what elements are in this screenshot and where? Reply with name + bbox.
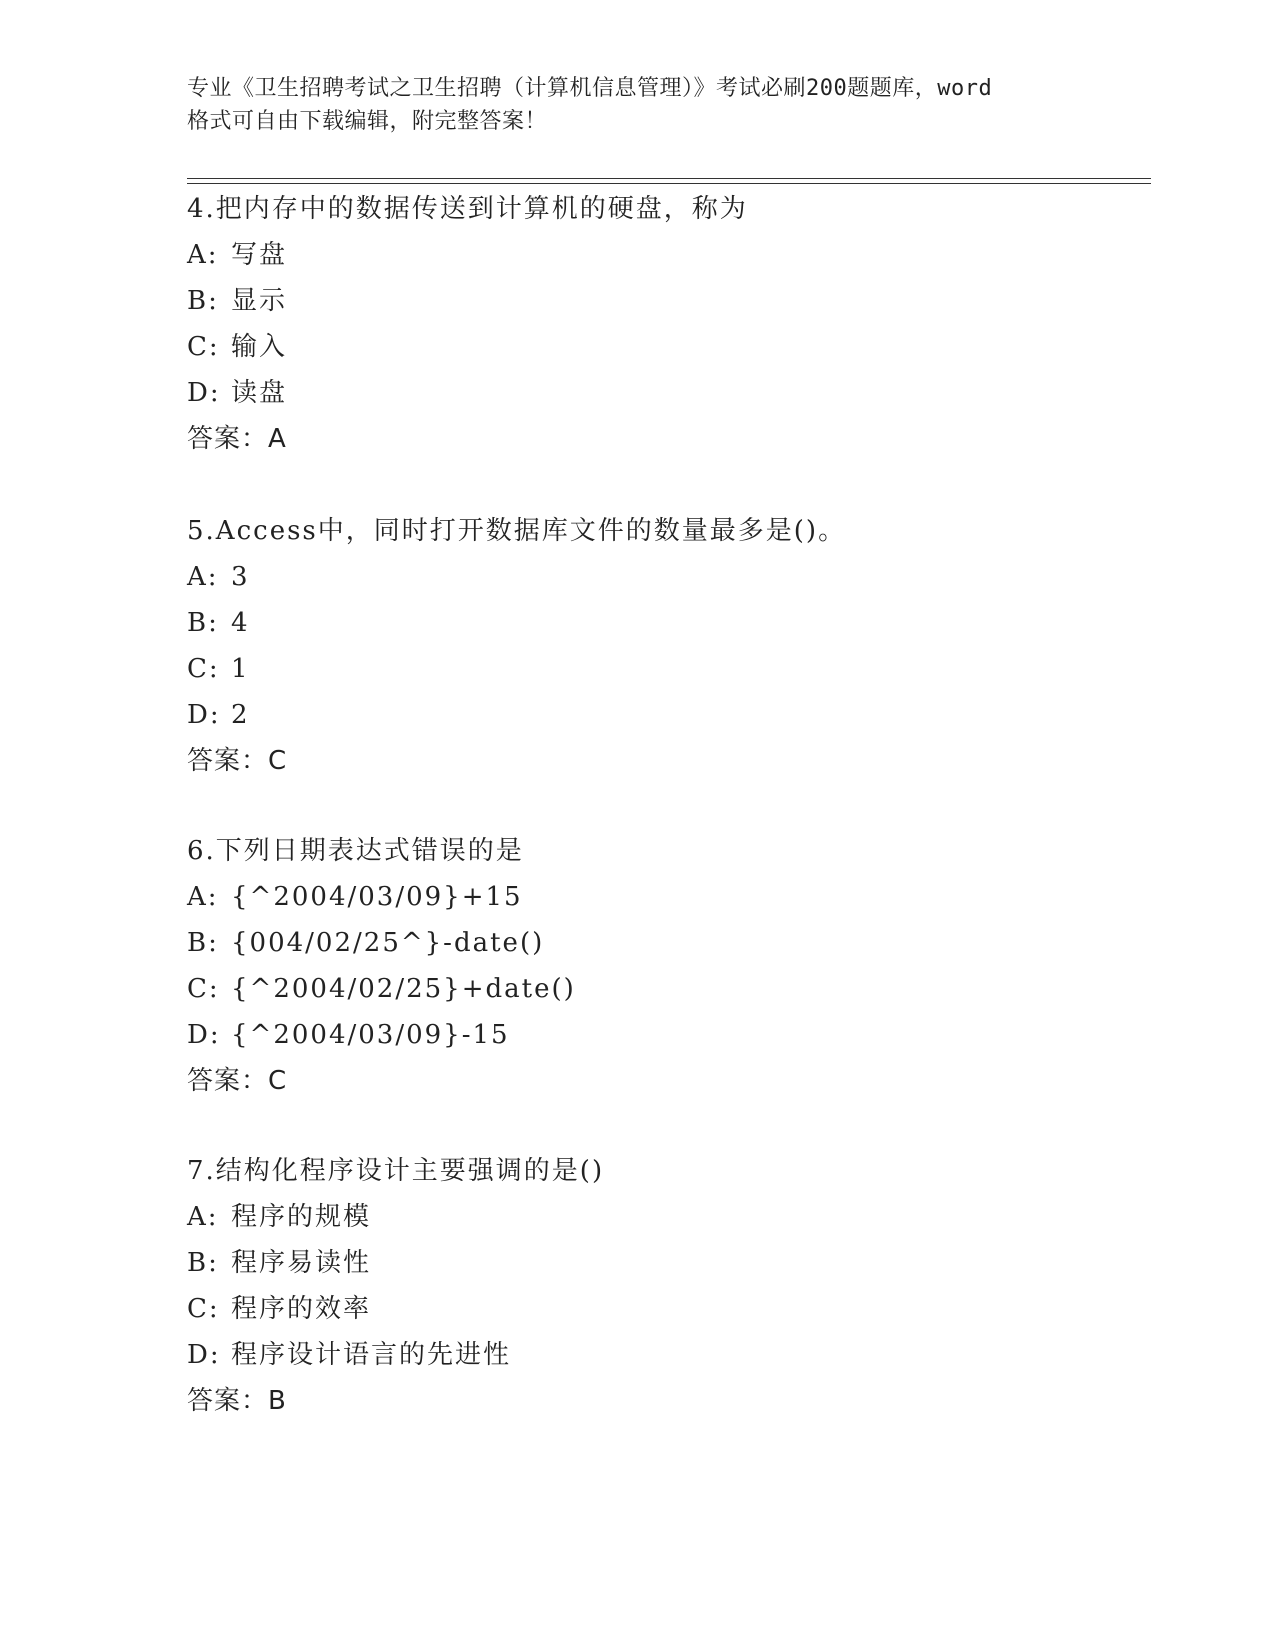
option-text: 程序设计语言的先进性 [231, 1340, 512, 1370]
question-answer: 答案：A [187, 424, 287, 454]
option-text: 写盘 [231, 240, 288, 270]
question-stem: 5.Access中，同时打开数据库文件的数量最多是()。 [187, 516, 847, 546]
question-option [187, 370, 1151, 416]
option-text: {^2004/03/09}+15 [231, 882, 523, 912]
option-key: B: [187, 928, 219, 958]
question-answer: 答案：B [187, 1386, 287, 1416]
question-option [187, 278, 1151, 324]
question-block [187, 508, 1151, 784]
question-option [187, 692, 1151, 738]
option-text: 3 [231, 562, 250, 592]
question-answer: 答案：C [187, 746, 288, 776]
option-key: A: [187, 562, 219, 592]
header-divider-top [187, 178, 1151, 179]
option-key: A: [187, 240, 219, 270]
question-option [187, 966, 1151, 1012]
option-text: 2 [231, 700, 250, 730]
option-text: {^2004/02/25}+date() [231, 974, 576, 1004]
option-text: 输入 [231, 332, 288, 362]
header-divider-bottom [187, 183, 1151, 184]
question-option [187, 1240, 1151, 1286]
question-option [187, 874, 1151, 920]
option-key: B: [187, 286, 219, 316]
question-block [187, 186, 1151, 462]
option-key: D: [187, 378, 221, 408]
question-option [187, 646, 1151, 692]
question-option [187, 1012, 1151, 1058]
option-key: C: [187, 974, 220, 1004]
option-text: 读盘 [231, 378, 288, 408]
option-key: C: [187, 1294, 220, 1324]
question-stem: 6.下列日期表达式错误的是 [187, 836, 524, 866]
option-text: {^2004/03/09}-15 [231, 1020, 510, 1050]
option-text: 1 [231, 654, 250, 684]
question-option [187, 232, 1151, 278]
question-option [187, 920, 1151, 966]
question-option [187, 600, 1151, 646]
option-text: 4 [231, 608, 250, 638]
option-key: A: [187, 882, 219, 912]
question-option [187, 1332, 1151, 1378]
question-option [187, 324, 1151, 370]
question-option [187, 554, 1151, 600]
header-line-1: 专业《卫生招聘考试之卫生招聘（计算机信息管理）》考试必刷200题题库，word [187, 76, 993, 101]
question-block [187, 828, 1151, 1104]
option-key: A: [187, 1202, 219, 1232]
option-key: B: [187, 608, 219, 638]
option-text: 程序的效率 [231, 1294, 372, 1324]
question-stem: 4.把内存中的数据传送到计算机的硬盘，称为 [187, 194, 748, 224]
question-answer: 答案：C [187, 1066, 288, 1096]
option-key: C: [187, 654, 220, 684]
option-key: D: [187, 700, 221, 730]
question-block [187, 1148, 1151, 1424]
option-text: 程序易读性 [231, 1248, 372, 1278]
option-text: 程序的规模 [231, 1202, 372, 1232]
question-stem: 7.结构化程序设计主要强调的是() [187, 1156, 605, 1186]
option-key: D: [187, 1340, 221, 1370]
header-line-2: 格式可自由下载编辑，附完整答案！ [187, 109, 548, 134]
option-text: 显示 [231, 286, 288, 316]
question-option [187, 1194, 1151, 1240]
option-key: C: [187, 332, 220, 362]
document-header [187, 72, 1087, 138]
option-key: B: [187, 1248, 219, 1278]
option-text: {004/02/25^}-date() [231, 928, 545, 958]
option-key: D: [187, 1020, 221, 1050]
question-option [187, 1286, 1151, 1332]
